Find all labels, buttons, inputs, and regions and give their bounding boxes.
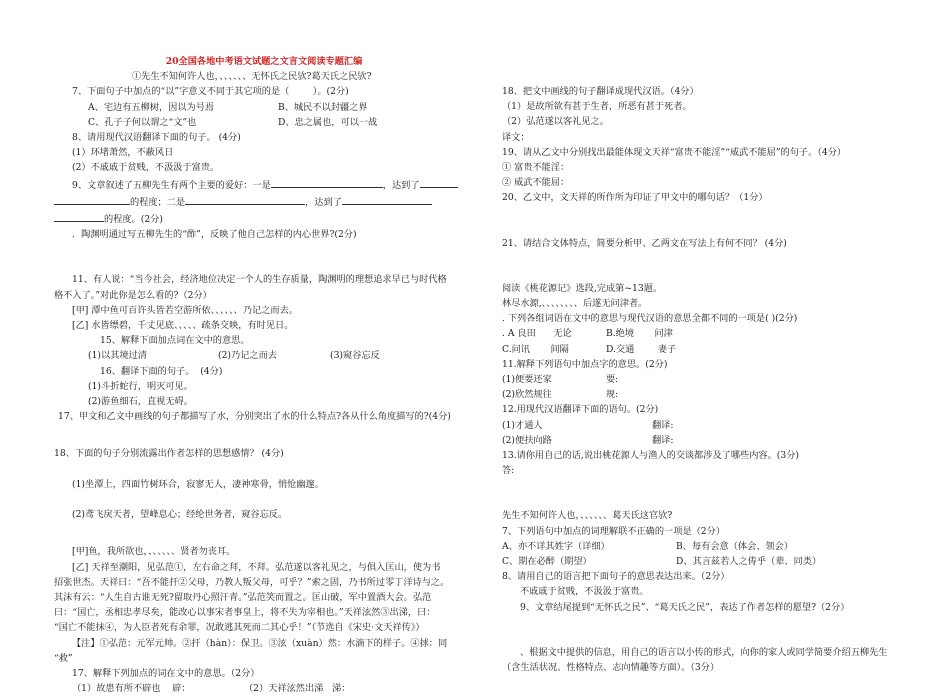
sub-question: (2)欣然规往	[502, 389, 552, 401]
sub-question-row	[502, 433, 902, 448]
passage-line: 先生不知何许人也，、、、、、、葛天氏这官欤?	[502, 510, 673, 522]
sub-question: (1)以其境过清	[88, 350, 147, 362]
sub-question-row	[502, 418, 902, 433]
answer-label: 翻译:	[652, 419, 674, 431]
option-row	[502, 342, 902, 357]
passage-yi: [乙] 水皆缥碧，千丈见底、、、、、疏条交映，有时见日。	[72, 320, 294, 332]
question-12b: 12.用现代汉语翻译下面的语句。(2分)	[502, 404, 659, 416]
passage-line: 林尽水源,、、、、、、、、后遂无问津者。	[502, 298, 648, 310]
sub-question: (1)便要还家	[502, 374, 552, 386]
option-row	[502, 539, 902, 554]
sub-question-row	[54, 681, 474, 696]
option-row	[502, 554, 902, 569]
question-9b: 9、文章结尾提到“无怀氏之民”、“葛天氏之民”，表达了作者怎样的愿望?（2分）	[520, 601, 850, 613]
sub-question: (1)斗折蛇行，明灭可见。	[88, 380, 193, 392]
question-13b: 13.请你用自己的话,说出桃花源人与渔人的交谈都涉及了哪些内容。(3分)	[502, 450, 799, 462]
answer-blank	[185, 193, 305, 205]
answer-label: 翻译:	[652, 434, 674, 446]
question-15: 15、解释下面加点词在文中的意思。	[100, 335, 250, 347]
question-9-text: 9、文章叙述了五柳先生有两个主要的爱好：一是	[72, 179, 271, 191]
question-9-text: 的程度。(2分)	[104, 214, 163, 226]
question-10c: 、根据文中提供的信息，用自己的语言以小传的形式，向你的家人或同学简要介绍五柳先生	[520, 646, 888, 658]
sub-question-row	[502, 372, 902, 387]
left-column	[54, 54, 474, 696]
question-9-text: ，达到了	[305, 196, 342, 208]
sub-question: （1）是故所欲有甚于生者，所恶有甚于死者。	[502, 101, 692, 113]
option-d: D、忠之属也，可以一战	[278, 116, 378, 128]
option-a: A、宅边有五柳树，因以为号焉	[88, 101, 215, 113]
passage-intro: 阅读《桃花源记》选段,完成第~13题。	[502, 282, 663, 294]
passage-line: ①先生不知何许人也，、、、、、、无怀氏之民欤?葛天氏之民欤?	[132, 71, 372, 83]
sub-question: (1)才通人	[502, 419, 543, 431]
question-10c-cont: （含生活状况、性格特点、志向情趣等方面）。（3分）	[502, 662, 720, 674]
sub-question: (2)乃记之而去	[218, 350, 277, 362]
answer-blank	[271, 176, 383, 188]
question-16: 16、翻译下面的句子。 (4分)	[100, 365, 223, 377]
passage-line: 招张世杰。天祥曰：“吾不能扞②父母，乃教人叛父母，可乎？”索之固，乃书所过零丁洋诗与之。	[54, 576, 450, 588]
question-11b: 11.解释下列语句中加点字的意思。(2分)	[502, 358, 668, 370]
passage-jia: [甲] 潭中鱼可百许头皆若空游所依、、、、、、乃记之而去。	[72, 304, 298, 316]
right-column	[502, 84, 902, 675]
sub-question: (1)坐潭上，四面竹树环合，寂寥无人，凄神寒骨，悄怆幽邃。	[72, 478, 324, 490]
option-row	[502, 326, 902, 341]
option-c: C、期在必醉（期望）	[502, 556, 592, 568]
sub-question: ① 富贵不能淫：	[502, 162, 570, 174]
question-8b: 8、请用自己的语言把下面句子的意思表达出来。（2分）	[502, 571, 730, 583]
passage-line: “国亡不能抹④，为人臣者死有余罪，况敢逃其死而二其心乎！”（节选自《宋史·文天祥传》）	[54, 622, 425, 634]
sub-question: 不戚戚于贫贱，不汲汲于富贵。	[520, 586, 649, 598]
question-18: 18、下面的句子分别流露出作者怎样的思想感情？ (4分)	[54, 448, 284, 460]
question-9	[54, 176, 474, 193]
question-7b: 7、下列语句中加点的词理解联不正确的一项是（2分）	[502, 525, 726, 537]
option-d: D、其言兹若人之俦乎（辈、同类）	[676, 556, 822, 568]
answer-label: 规:	[606, 389, 619, 401]
sub-question: (3)窥谷忘反	[330, 350, 380, 362]
question-18: 18、把文中画线的句子翻译成现代汉语。（4分）	[502, 86, 699, 97]
passage-line: 其沫有云：“人生自古谁无死?留取丹心照汗青。”弘范笑而置之。匡山破，军中置酒大会。弘范	[54, 592, 432, 604]
sub-question: （1）故患有所不辟也 辟：	[72, 683, 191, 695]
option-b: B、城民不以封疆之界	[278, 101, 368, 113]
question-11-cont: 格不入了。”对此你是怎么看的?（2分）	[54, 289, 212, 301]
passage-line: [甲]鱼，我所欲也，、、、、、、贤者勿丧耳。	[72, 546, 236, 558]
sub-question: (2）不戚戚于贫贱，不汲汲于富贵。	[72, 162, 220, 174]
sub-question: (2)鸢飞戾天者，望峰息心；经纶世务者，窥谷忘反。	[72, 509, 288, 521]
option-row	[54, 100, 474, 115]
passage-line: [乙] 天祥至潮阳，见弘范①，左右命之拜，不拜。弘范遂以客礼见之，与俱入匡山，使为书	[72, 561, 441, 573]
answer-blank	[342, 193, 432, 205]
sub-question: (1）环堵萧然，不蔽风日	[72, 147, 174, 159]
answer-label: 译文：	[502, 131, 530, 143]
question-7: 7、下面句子中加点的“以”字意义不同于其它项的是（ ）。(2分)	[72, 86, 349, 98]
question-19: 19、请从乙文中分别找出最能体现文天祥“富贵不能淫”“威武不能屈”的句子。（4分）	[502, 146, 847, 158]
answer-label: 答:	[502, 465, 515, 477]
sub-question: ② 威武不能屈：	[502, 177, 570, 189]
answer-label: 要:	[606, 374, 619, 386]
question-10b: . 下列各组词语在文中的意思与现代汉语的意思全都不同的一项是( )(2分)	[502, 313, 798, 325]
option-a: A、亦不详其姓字（详细）	[502, 540, 610, 552]
sub-question-row	[502, 387, 902, 402]
question-9-cont	[54, 193, 474, 210]
sub-question: （2）弘范遂以客礼见之。	[502, 116, 609, 128]
answer-blank	[420, 176, 458, 188]
question-11: 11、有人说：“当今社会，经济地位决定一个人的生存质量，陶渊明的理想追求早已与时代格	[72, 274, 447, 286]
sub-question: (2)游鱼细石，直视无碍。	[88, 396, 193, 408]
answer-blank	[54, 193, 130, 205]
question-9-text: ，达到了	[382, 179, 420, 191]
question-8: 8、请用现代汉语翻译下面的句子。 (4分)	[72, 132, 241, 144]
question-20: 20、乙文中，文天祥的所作所为印证了甲文中的哪句话？（1分）	[502, 192, 768, 204]
sub-question-row	[54, 348, 474, 363]
question-9-text: 的程度；二是	[130, 196, 186, 208]
option-b: B.绝境 问津	[606, 328, 673, 340]
option-b: B、每有会意（体会、领会）	[676, 540, 794, 552]
sub-question: （2）天祥泫然出涕 涕：	[244, 683, 351, 695]
passage-line: 曰：“国亡，丞相忠孝尽矣，能改心以事宋者事皇上，将不失为宰相也。”天祥泫然③出涕，曰：	[54, 607, 436, 619]
option-a: . A 良田 无论	[502, 328, 572, 340]
annotation: 【注】①弘范：元军元帅。②扞（hàn）：保卫。③泫（xuàn）然：水滴下的样子。④捄：同	[72, 637, 448, 649]
option-c: C、孔子子何以谓之“文”也	[88, 116, 197, 128]
option-row	[54, 115, 474, 130]
question-17: 17、甲文和乙文中画线的句子都描写了水，分别突出了水的什么特点?各从什么角度描写的?(4分)	[58, 411, 451, 423]
question-17b: 17、解释下列加点的词在文中的意思。（2分）	[72, 668, 260, 680]
annotation: “救”	[54, 652, 73, 664]
answer-blank	[54, 210, 104, 222]
option-c: C.问讯 间隔	[502, 343, 569, 355]
option-d: D.交通 妻子	[606, 343, 677, 355]
page-title: 20全国各地中考语文试题之文言文阅读专题汇编	[165, 56, 363, 67]
sub-question: (2)便扶向路	[502, 434, 552, 446]
question-10: ．陶渊明通过写五柳先生的“酢”，反映了他自己怎样的内心世界?(2分)	[72, 229, 357, 241]
question-21: 21、请结合文体特点，简要分析甲、乙两文在写法上有何不同？ (4分)	[502, 237, 787, 249]
question-9-cont	[54, 210, 474, 227]
